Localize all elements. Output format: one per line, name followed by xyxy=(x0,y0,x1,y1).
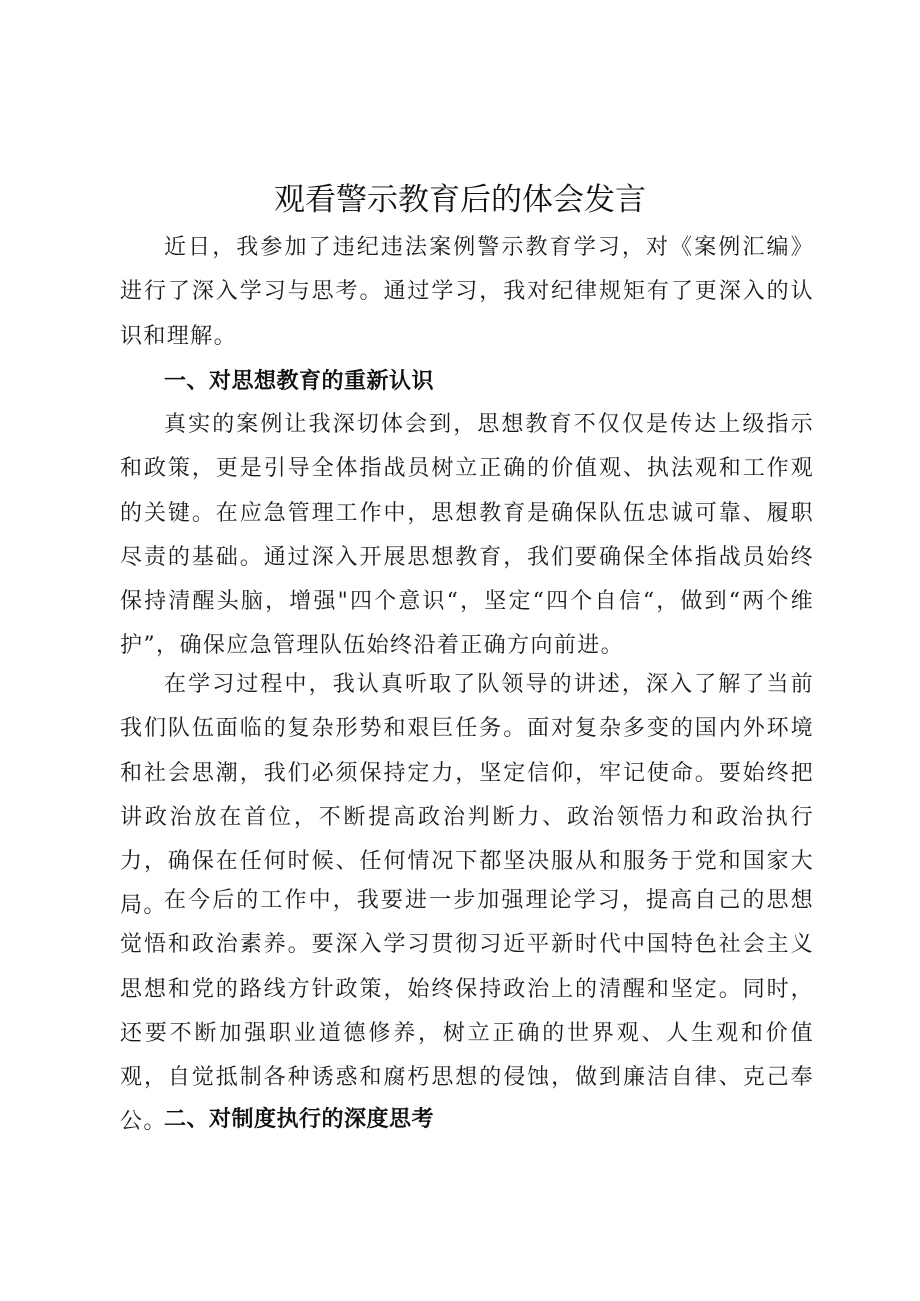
section-1-paragraph-2: 在学习过程中，我认真听取了队领导的讲述，深入了解了当前我们队伍面临的复杂形势和艰巨任务。面对复杂多变的国内外环境和社会思潮，我们必须保持定力，坚定信仰，牢记使命。要始终把讲政治放在首位，不断提高政治判断力、政治领悟力和政治执行力，确保在任何时候、任何情况下都坚决服从和服务于党和国家大局。 xyxy=(120,672,814,919)
intro-paragraph: 近日，我参加了违纪违法案例警示教育学习，对《案例汇编》进行了深入学习与思考。通过学习，我对纪律规矩有了更深入的认识和理解。 xyxy=(120,235,814,349)
section-heading-1: 一、对思想教育的重新认识 xyxy=(164,369,435,394)
section-1-paragraph-1: 真实的案例让我深切体会到，思想教育不仅仅是传达上级指示和政策，更是引导全体指战员树立正确的价值观、执法观和工作观的关键。在应急管理工作中，思想教育是确保队伍忠诚可靠、履职尽责的基础。通过深入开展思想教育，我们要确保全体指战员始终保持清醒头脑，增强"四个意识“，坚定“四个自信“，做到“两个维护”，确保应急管理队伍始终沿着正确方向前进。 xyxy=(120,412,814,659)
section-heading-2: 二、对制度执行的深度思考 xyxy=(164,1107,435,1132)
document-title: 观看警示教育后的体会发言 xyxy=(274,182,646,218)
section-1-paragraph-3: 在今后的工作中，我要进一步加强理论学习，提高自己的思想觉悟和政治素养。要深入学习贯彻习近平新时代中国特色社会主义思想和党的路线方针政策，始终保持政治上的清醒和坚定。同时，还要不断加强职业道德修养，树立正确的世界观、人生观和价值观，自觉抵制各种诱惑和腐朽思想的侵蚀，做到廉洁自律、克己奉公。 xyxy=(120,888,814,1135)
